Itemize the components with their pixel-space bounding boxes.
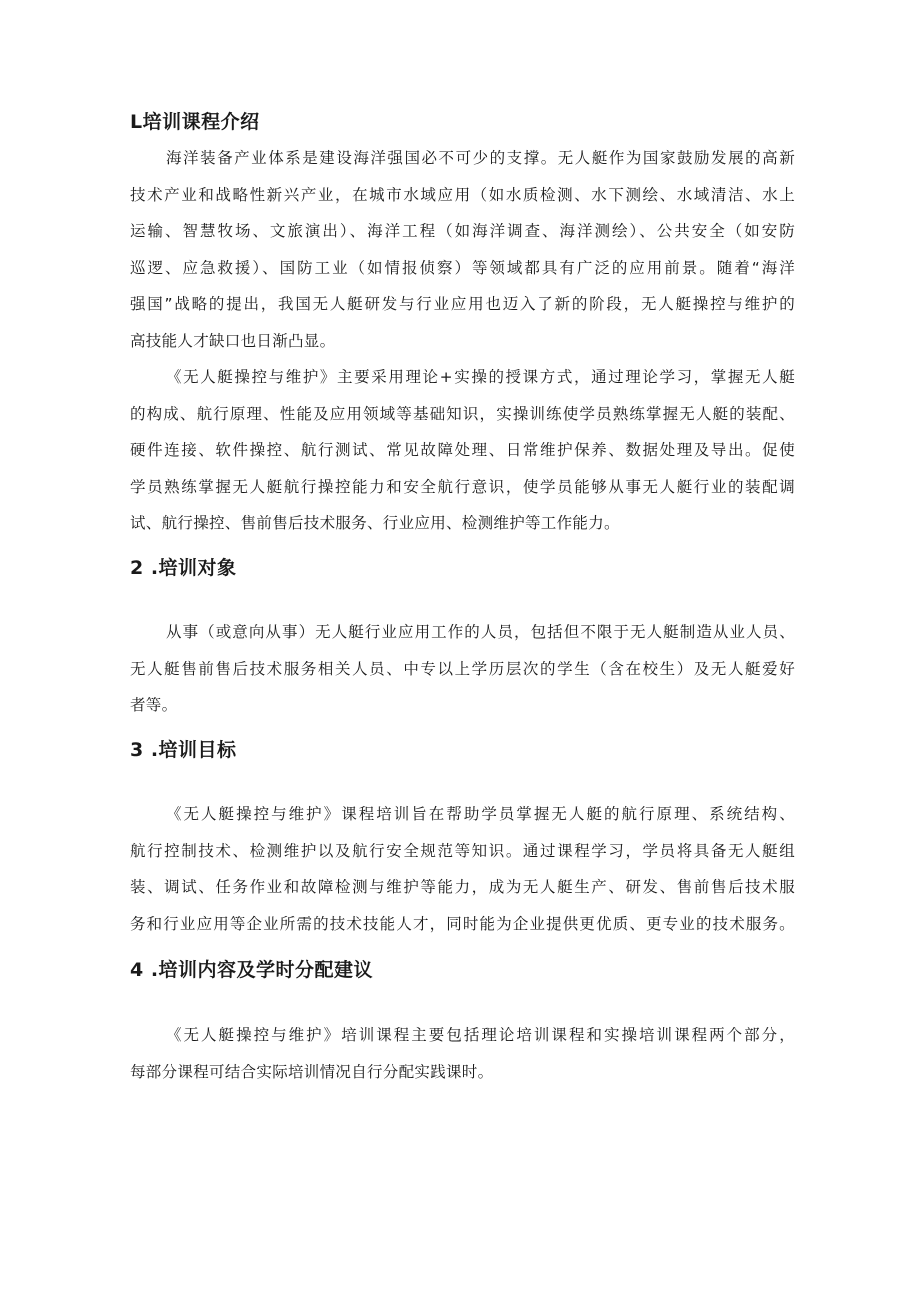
text-line: 《无人艇操控与维护》课程培训旨在帮助学员掌握无人艇的航行原理、系统结构、: [166, 805, 795, 823]
text-line: 学员熟练掌握无人艇航行操控能力和安全航行意识，使学员能够从事无人艇行业的装配调: [130, 477, 795, 496]
text-line: 的构成、航行原理、性能及应用领域等基础知识，实操训练使学员熟练掌握无人艇的装配、: [130, 404, 795, 423]
section-2-paragraph-1: [130, 614, 795, 724]
section-3-heading: 3 .培训目标: [130, 739, 237, 761]
section-1-heading: L培训课程介绍: [130, 111, 260, 133]
text-line: 硬件连接、软件操控、航行测试、常见故障处理、日常维护保养、数据处理及导出。促使: [130, 441, 795, 459]
text-line: 强国”战略的提出，我国无人艇研发与行业应用也迈入了新的阶段，无人艇操控与维护的: [130, 295, 795, 313]
section-4-paragraph-1: [130, 1017, 795, 1090]
text-line: 无人艇售前售后技术服务相关人员、中专以上学历层次的学生（含在校生）及无人艇爱好: [130, 659, 795, 678]
section-2-heading: 2 .培训对象: [130, 557, 237, 579]
text-line: 《无人艇操控与维护》培训课程主要包括理论培训课程和实操培训课程两个部分，: [166, 1026, 795, 1044]
text-line: 每部分课程可结合实际培训情况自行分配实践课时。: [130, 1062, 494, 1081]
text-line: 试、航行操控、售前售后技术服务、行业应用、检测维护等工作能力。: [130, 514, 620, 532]
text-line: 海洋装备产业体系是建设海洋强国必不可少的支撑。无人艇作为国家鼓励发展的高新: [166, 149, 795, 167]
text-line: 从事（或意向从事）无人艇行业应用工作的人员，包括但不限于无人艇制造从业人员、: [166, 623, 795, 641]
text-line: 装、调试、任务作业和故障检测与维护等能力，成为无人艇生产、研发、售前售后技术服: [130, 878, 795, 896]
section-4-heading: 4 .培训内容及学时分配建议: [130, 959, 374, 981]
text-line: 巡逻、应急救援）、国防工业（如情报侦察）等领域都具有广泛的应用前景。随着“海洋: [130, 258, 795, 277]
text-line: 务和行业应用等企业所需的技术技能人才，同时能为企业提供更优质、更专业的技术服务。: [130, 914, 795, 933]
text-line: 者等。: [130, 696, 178, 714]
text-line: 技术产业和战略性新兴产业，在城市水域应用（如水质检测、水下测绘、水域清洁、水上: [130, 185, 795, 204]
section-3-paragraph-1: [130, 796, 795, 942]
section-1-paragraph-1: [130, 140, 795, 359]
text-line: 航行控制技术、检测维护以及航行安全规范等知识。通过课程学习，学员将具备无人艇组: [130, 841, 795, 860]
text-line: 《无人艇操控与维护》主要采用理论+实操的授课方式，通过理论学习，掌握无人艇: [166, 368, 795, 386]
section-1-paragraph-2: [130, 359, 795, 542]
text-line: 高技能人才缺口也日渐凸显。: [130, 331, 336, 350]
text-line: 运输、智慧牧场、文旅演出）、海洋工程（如海洋调查、海洋测绘）、公共安全（如安防: [130, 222, 795, 240]
